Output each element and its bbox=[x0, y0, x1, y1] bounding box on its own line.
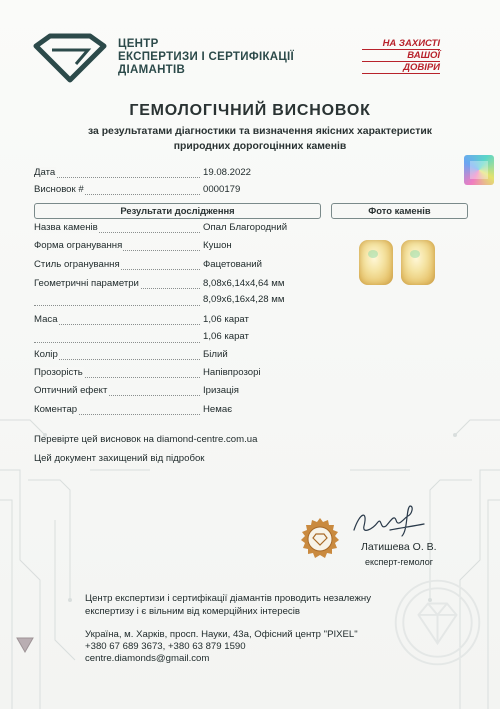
cut-shape-value: Кушон bbox=[203, 240, 232, 251]
slogan-line-1: НА ЗАХИСТІ bbox=[362, 38, 440, 50]
field-row-color: Колір bbox=[34, 349, 200, 363]
org-name-line-1: ЦЕНТР bbox=[118, 38, 159, 50]
expert-name: Латишева О. В. bbox=[361, 541, 437, 553]
address: Україна, м. Харків, просп. Науки, 43а, Офісний центр "PIXEL" bbox=[85, 629, 358, 640]
dimensions-value-2: 8,09х6,16х4,28 мм bbox=[203, 294, 285, 305]
slogan-line-3: ДОВІРИ bbox=[362, 62, 440, 74]
field-row-transparency: Прозорість bbox=[34, 367, 200, 381]
dimensions-value-1: 8,08х6,14х4,64 мм bbox=[203, 278, 285, 289]
number-label: Висновок # bbox=[34, 184, 84, 195]
field-row-optical-effect: Оптичний ефект bbox=[34, 385, 200, 399]
independence-line-2: експертизу і є вільним від комерційних інтересів bbox=[85, 606, 300, 617]
field-row-cut-shape: Форма огранування bbox=[34, 240, 200, 254]
cut-style-value: Фацетований bbox=[203, 259, 262, 270]
number-row bbox=[34, 184, 200, 198]
slogan-line-2: ВАШОЇ bbox=[362, 50, 440, 62]
organization-name bbox=[118, 38, 294, 77]
hologram-sticker bbox=[464, 155, 494, 185]
expert-signature bbox=[350, 500, 428, 542]
date-label: Дата bbox=[34, 167, 56, 178]
weight-value-2: 1,06 карат bbox=[203, 331, 249, 342]
stone-photo-2 bbox=[401, 240, 435, 285]
verify-note: Перевірте цей висновок на diamond-centre.com.ua bbox=[34, 434, 258, 445]
stone-name-value: Опал Благородний bbox=[203, 222, 288, 233]
field-row-dimensions: Геометричні параметри bbox=[34, 278, 200, 292]
date-row bbox=[34, 167, 200, 181]
number-value: 0000179 bbox=[203, 184, 241, 195]
color-value: Білий bbox=[203, 349, 228, 360]
field-row-cut-style: Стиль огранування bbox=[34, 259, 200, 273]
slogan bbox=[362, 38, 440, 74]
expert-role: експерт-гемолог bbox=[365, 557, 434, 567]
results-section-header: Результати дослідження bbox=[34, 203, 321, 219]
comment-value: Немає bbox=[203, 404, 233, 415]
email: centre.diamonds@gmail.com bbox=[85, 653, 210, 664]
independence-statement bbox=[85, 592, 415, 618]
field-row-comment: Коментар bbox=[34, 404, 200, 418]
independence-line-1: Центр експертизи і сертифікації діамантів проводить незалежну bbox=[85, 593, 371, 604]
subtitle-line-1: за результатами діагностики та визначення якісних характеристик bbox=[88, 126, 432, 137]
org-name-line-2: ЕКСПЕРТИЗИ І СЕРТИФІКАЦІЇ bbox=[118, 51, 295, 63]
document-subtitle bbox=[60, 124, 460, 154]
photo-section-header: Фото каменів bbox=[331, 203, 468, 219]
subtitle-line-2: природних дорогоцінних каменів bbox=[173, 141, 347, 152]
date-value: 19.08.2022 bbox=[203, 167, 252, 178]
diamond-centre-logo-icon bbox=[30, 32, 110, 84]
weight-value-1: 1,06 карат bbox=[203, 314, 249, 325]
stamp-seal-icon bbox=[298, 517, 342, 561]
contact-block bbox=[85, 629, 358, 665]
field-row-stone-name: Назва каменів bbox=[34, 222, 200, 236]
field-row-weight: Маса bbox=[34, 314, 200, 328]
transparency-value: Напівпрозорі bbox=[203, 367, 261, 378]
protected-note: Цей документ захищений від підробок bbox=[34, 453, 205, 464]
phones: +380 67 689 3673, +380 63 879 1590 bbox=[85, 641, 246, 652]
triangle-marker-icon bbox=[14, 636, 36, 654]
stone-photo-1 bbox=[359, 240, 393, 285]
optical-effect-value: Іризація bbox=[203, 385, 239, 396]
diamond-watermark-icon bbox=[390, 575, 485, 670]
document-title: ГЕМОЛОГІЧНИЙ ВИСНОВОК bbox=[129, 102, 371, 119]
org-name-line-3: ДІАМАНТІВ bbox=[118, 64, 186, 76]
